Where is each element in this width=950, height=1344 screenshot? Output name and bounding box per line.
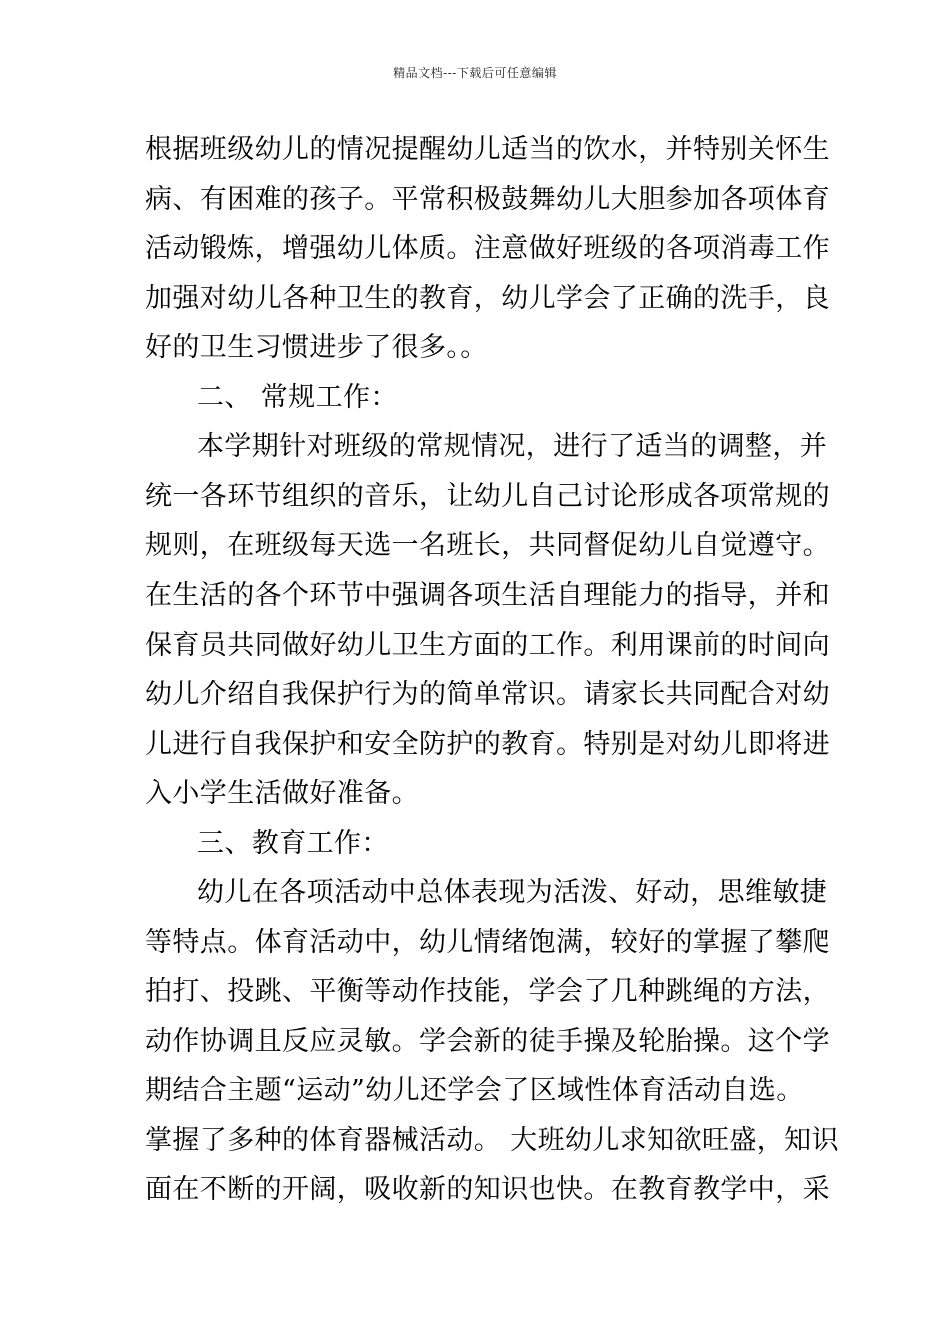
body-line: 儿进行自我保护和安全防护的教育。特别是对幼儿即将进 — [145, 729, 830, 760]
body-line: 在生活的各个环节中强调各项生活自理能力的指导，并和 — [145, 580, 830, 611]
body-line: 动作协调且反应灵敏。学会新的徒手操及轮胎操。这个学 — [145, 1026, 830, 1057]
body-line: 活动锻炼，增强幼儿体质。注意做好班级的各项消毒工作 — [145, 233, 830, 264]
section-heading-routine: 二、 常规工作： — [197, 382, 398, 413]
body-line: 加强对幼儿各种卫生的教育，幼儿学会了正确的洗手，良 — [145, 283, 830, 314]
body-line: 幼儿介绍自我保护行为的简单常识。请家长共同配合对幼 — [145, 679, 830, 710]
body-line: 病、有困难的孩子。平常积极鼓舞幼儿大胆参加各项体育 — [145, 184, 830, 215]
body-line: 期结合主题“运动”幼儿还学会了区域性体育活动自选。 — [145, 1075, 804, 1106]
body-line: 好的卫生习惯进步了很多。。 — [145, 332, 488, 363]
paragraph-first-line: 幼儿在各项活动中总体表现为活泼、好动，思维敏捷 — [197, 877, 828, 908]
body-line: 统一各环节组织的音乐，让幼儿自己讨论形成各项常规的 — [145, 481, 830, 512]
body-line: 等特点。体育活动中，幼儿情绪饱满，较好的掌握了攀爬 — [145, 927, 830, 958]
body-line: 入小学生活做好准备。 — [145, 778, 419, 809]
body-line: 掌握了多种的体育器械活动。 大班幼儿求知欲旺盛，知识 — [145, 1125, 839, 1156]
paragraph-first-line: 本学期针对班级的常规情况，进行了适当的调整，并 — [197, 431, 828, 462]
body-line: 保育员共同做好幼儿卫生方面的工作。利用课前的时间向 — [145, 630, 830, 661]
body-line: 规则，在班级每天选一名班长，共同督促幼儿自觉遵守。 — [145, 530, 830, 561]
body-line: 面在不断的开阔，吸收新的知识也快。在教育教学中，采 — [145, 1174, 830, 1205]
body-line: 拍打、投跳、平衡等动作技能，学会了几种跳绳的方法， — [145, 976, 830, 1007]
section-heading-education: 三、教育工作： — [197, 828, 389, 859]
body-line: 根据班级幼儿的情况提醒幼儿适当的饮水，并特别关怀生 — [145, 134, 830, 165]
page-header: 精品文档---下载后可任意编辑 — [393, 66, 557, 80]
